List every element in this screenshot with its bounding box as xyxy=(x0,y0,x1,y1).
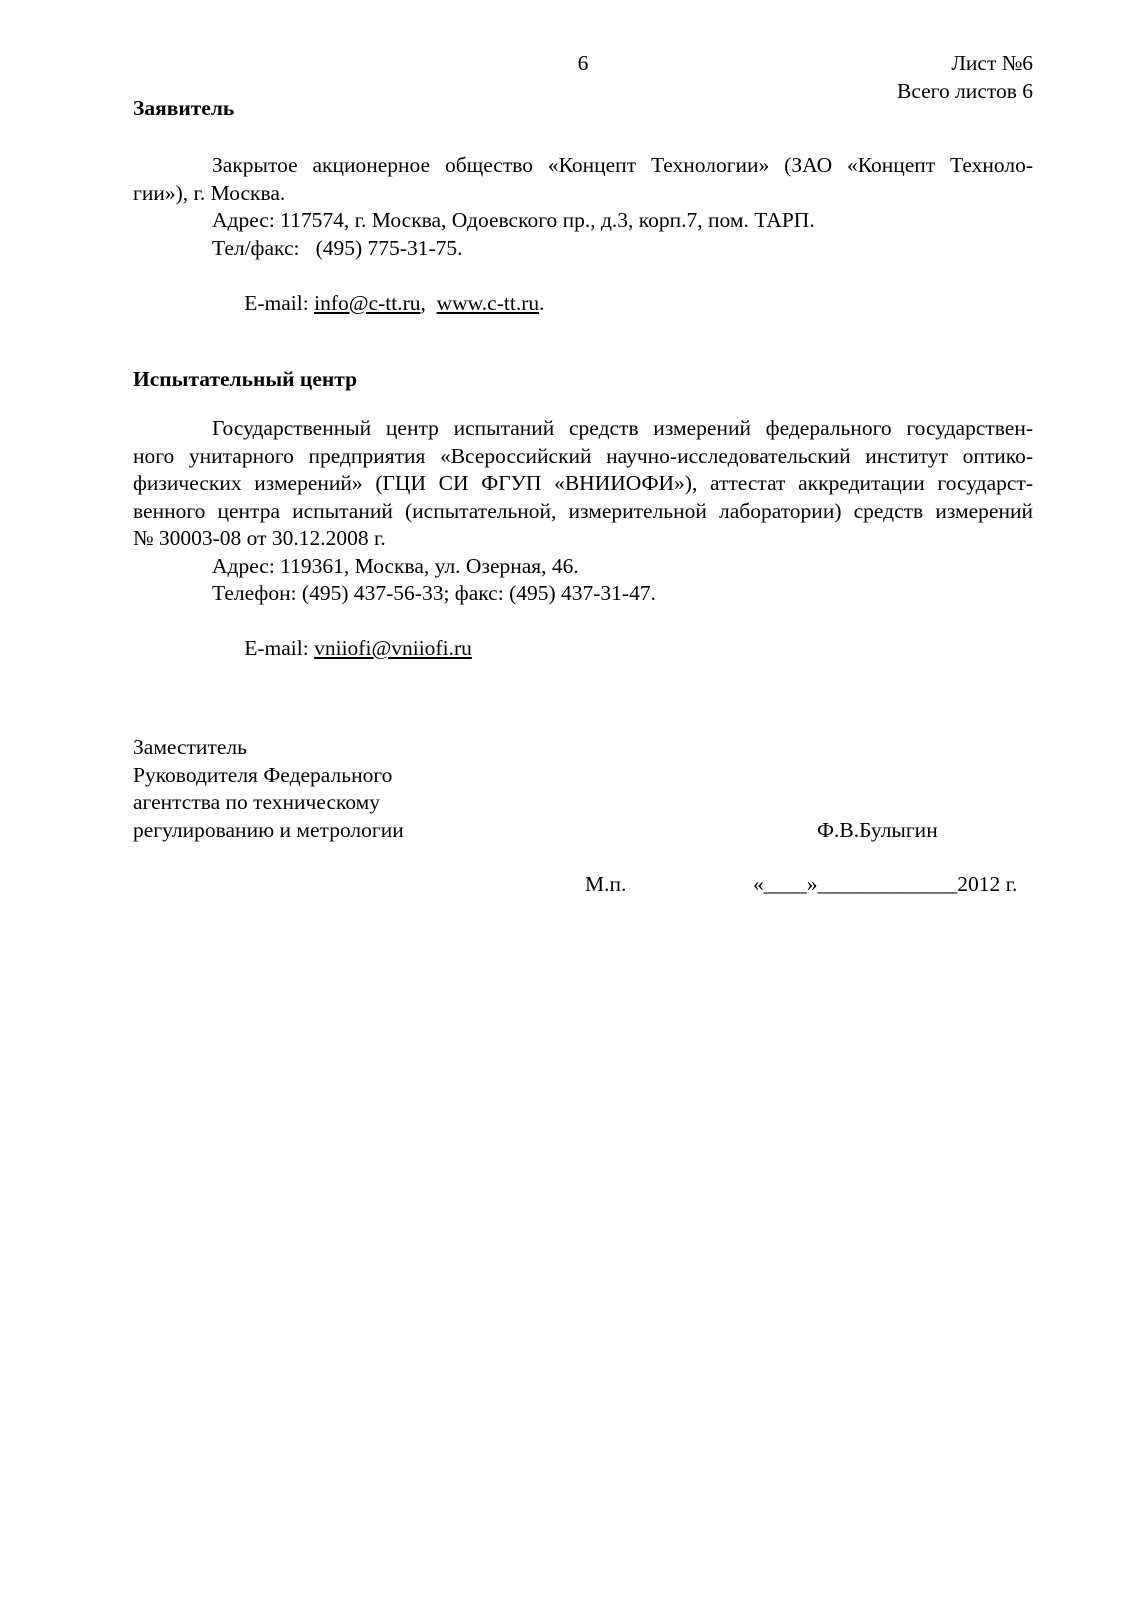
applicant-email-link: info@c-tt.ru xyxy=(314,290,421,315)
test-center-paragraph-line: венного центра испытаний (испытательной, измерительной лаборатории) средств измерений xyxy=(133,498,1033,523)
applicant-address: Адрес: 117574, г. Москва, Одоевского пр., д.3, корп.7, пом. ТАРП. xyxy=(212,208,815,232)
page-number: 6 xyxy=(577,51,589,75)
applicant-email-line xyxy=(133,262,1033,345)
stamp-label: М.п. xyxy=(585,872,627,896)
test-center-email-line xyxy=(133,608,1033,691)
signer-title-line: Заместитель xyxy=(133,735,247,759)
total-sheets: Всего листов 6 xyxy=(896,78,1033,103)
email-separator: , xyxy=(420,290,437,315)
stamp-row xyxy=(133,871,1033,899)
test-center-phone: Телефон: (495) 437-56-33; факс: (495) 437-31-47. xyxy=(212,581,656,605)
signer-title-line: Руководителя Федерального xyxy=(133,762,393,787)
test-center-paragraph xyxy=(133,415,1033,553)
test-center-paragraph-line: № 30003-08 от 30.12.2008 г. xyxy=(133,526,386,550)
applicant-section xyxy=(133,95,1033,345)
sheet-number: Лист №6 xyxy=(951,51,1033,75)
signer-name: Ф.В.Булыгин xyxy=(817,817,938,842)
page-header xyxy=(133,50,1033,103)
test-center-email-link: vniiofi@vniiofi.ru xyxy=(314,636,472,660)
email-label: E-mail: xyxy=(244,636,315,660)
test-center-paragraph-line: ного унитарного предприятия «Всероссийский научно-исследовательский институт оптико- xyxy=(133,443,1033,468)
email-end-period: . xyxy=(539,290,545,315)
applicant-paragraph-line: гии»), г. Москва. xyxy=(133,180,286,205)
test-center-paragraph-line: Государственный центр испытаний средств измерений федерального государствен- xyxy=(212,416,1033,440)
signer-title-line: агентства по техническому xyxy=(133,790,381,814)
applicant-paragraph xyxy=(133,152,1033,207)
test-center-heading: Испытательный центр xyxy=(133,366,358,391)
applicant-website-link: www.c-tt.ru xyxy=(436,290,540,315)
applicant-paragraph-line: Закрытое акционерное общество «Концепт Технологии» (ЗАО «Концепт Техноло- xyxy=(212,153,1033,177)
test-center-section xyxy=(133,366,1033,691)
applicant-phone: Тел/факс: (495) 775-31-75. xyxy=(212,235,463,260)
applicant-heading: Заявитель xyxy=(133,95,235,120)
email-label: E-mail: xyxy=(244,290,315,315)
test-center-paragraph-line: физических измерений» (ГЦИ СИ ФГУП «ВНИИОФИ»), аттестат аккредитации государст- xyxy=(133,471,1033,495)
signer-title-line: регулированию и метрологии xyxy=(133,817,404,842)
test-center-address: Адрес: 119361, Москва, ул. Озерная, 46. xyxy=(212,553,579,578)
sheet-info xyxy=(897,50,1033,105)
signature-block xyxy=(133,734,1033,844)
date-placeholder: «____»_____________2012 г. xyxy=(753,872,1018,896)
